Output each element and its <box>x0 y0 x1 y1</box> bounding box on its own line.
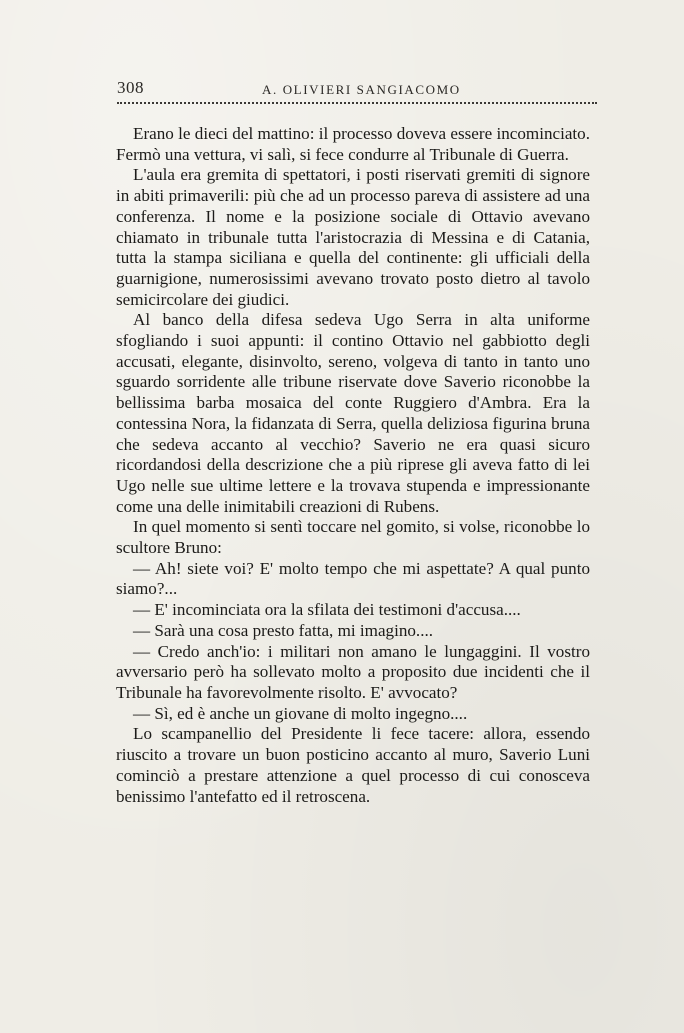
dialogue-line-3: — Sarà una cosa presto fatta, mi imagino.... <box>133 620 434 640</box>
dialogue-line-4: — Credo anch'io: i militari non amano le lungaggini. Il vostro avversario però ha sollevato molto a proposito due incidenti che il Tribunale ha favorevolmente risolto. E' avvocato? <box>116 641 590 702</box>
page-header <box>117 72 597 102</box>
dialogue-line-5: — Sì, ed è anche un giovane di molto ingegno.... <box>133 703 468 723</box>
paragraph-1: Erano le dieci del mattino: il processo doveva essere incominciato. Fermò una vettura, vi salì, si fece condurre al Tribunale di Guerra. <box>116 124 590 164</box>
paragraph-4: In quel momento si sentì toccare nel gomito, si volse, riconobbe lo scultore Bruno: <box>116 517 590 558</box>
dialogue-line-1: — Ah! siete voi? E' molto tempo che mi aspettate? A qual punto siamo?... <box>116 558 590 599</box>
dialogue-line-2: — E' incominciata ora la sfilata dei testimoni d'accusa.... <box>133 600 521 620</box>
paragraph-2: L'aula era gremita di spettatori, i posti riservati gremiti di signore in abiti primaverili: più che ad un processo pareva di assistere ad una conferenza. Il nome e la posizione sociale di Ottavio avevano chiamato in tribunale tutta l'aristocrazia di Messina e di Catania, tutta la stampa siciliana e quella del continente: gli ufficiali della guarnigione, numerosissimi avevano trovato posto dietro al tavolo semicircolare dei giudici. <box>116 165 590 309</box>
header-dotted-rule <box>117 102 597 104</box>
paragraph-final: Lo scampanellio del Presidente li fece tacere: allora, essendo riuscito a trovare un buon posticino accanto al muro, Saverio Luni cominciò a prestare attenzione a quel processo di cui conosceva benissimo l'antefatto ed il retroscena. <box>116 724 590 806</box>
page-number: 308 <box>117 78 144 97</box>
paragraph-3: Al banco della difesa sedeva Ugo Serra in alta uniforme sfogliando i suoi appunti: il contino Ottavio nel gabbiotto degli accusati, elegante, disinvolto, sereno, volgeva di tanto in tanto uno sguardo sorridente alle tribune riservate dove Saverio riconobbe la bellissima barba mosaica del conte Ruggiero d'Ambra. Era la contessina Nora, la fidanzata di Serra, quella deliziosa figurina bruna che sedeva accanto al vecchio? Saverio ne era quasi sicuro ricordandosi della descrizione che a più riprese gli aveva fatto di lei Ugo nelle sue ultime lettere e la trovava stupenda e impressionante come una delle inimitabili creazioni di Rubens. <box>116 310 590 516</box>
running-head: A. OLIVIERI SANGIACOMO <box>262 82 461 97</box>
body-text <box>116 124 590 807</box>
